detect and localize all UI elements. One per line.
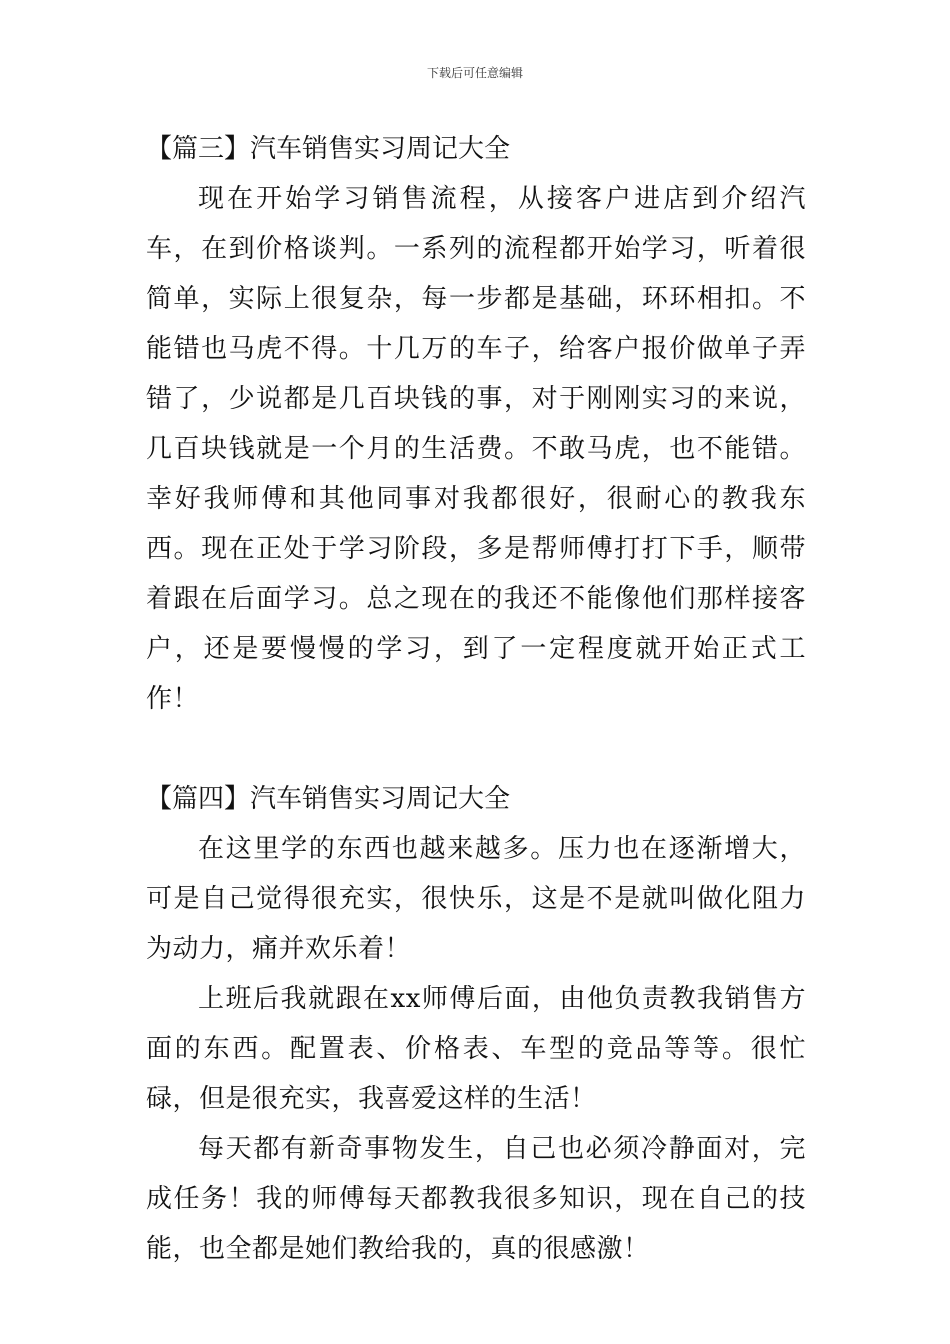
header-note: 下载后可任意编辑: [426, 66, 523, 80]
section-4: [146, 774, 806, 1274]
section-spacer: [146, 724, 806, 774]
section-3: [146, 124, 806, 724]
section-title: 【篇四】汽车销售实习周记大全: [146, 784, 511, 814]
paragraph: 在这里学的东西也越来越多。压力也在逐渐增大，可是自己觉得很充实，很快乐，这是不是就叫做化阻力为动力，痛并欢乐着！: [146, 834, 806, 964]
document-body: [146, 124, 806, 1274]
section-title: 【篇三】汽车销售实习周记大全: [146, 134, 511, 164]
paragraph: 每天都有新奇事物发生，自己也必须冷静面对，完成任务！我的师傅每天都教我很多知识，现在自己的技能，也全都是她们教给我的，真的很感激！: [146, 1134, 806, 1264]
paragraph: 上班后我就跟在xx师傅后面，由他负责教我销售方面的东西。配置表、价格表、车型的竞品等等。很忙碌，但是很充实，我喜爱这样的生活！: [146, 984, 806, 1114]
paragraph: 现在开始学习销售流程，从接客户进店到介绍汽车，在到价格谈判。一系列的流程都开始学习，听着很简单，实际上很复杂，每一步都是基础，环环相扣。不能错也马虎不得。十几万的车子，给客户报价做单子弄错了，少说都是几百块钱的事，对于刚刚实习的来说，几百块钱就是一个月的生活费。不敢马虎，也不能错。幸好我师傅和其他同事对我都很好，很耐心的教我东西。现在正处于学习阶段，多是帮师傅打打下手，顺带着跟在后面学习。总之现在的我还不能像他们那样接客户，还是要慢慢的学习，到了一定程度就开始正式工作！: [146, 184, 806, 714]
